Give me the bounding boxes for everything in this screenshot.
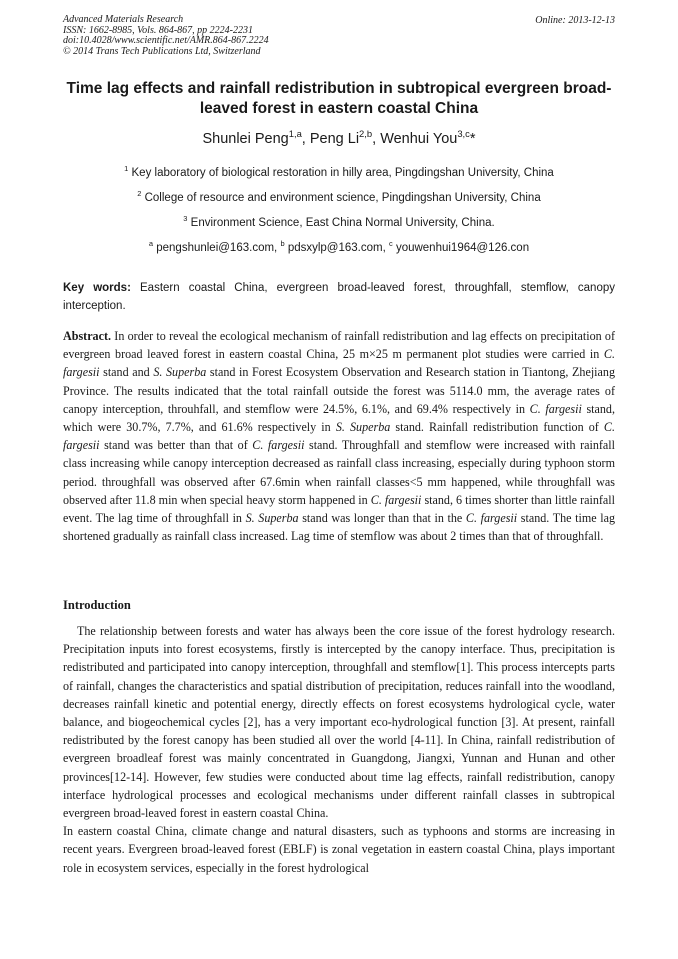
abstract-text: stand and [99,365,154,380]
keywords [63,279,615,315]
affiliation [63,189,615,204]
species-name: C. fargesii [63,347,615,380]
affiliation-sup: 3 [183,214,188,224]
paragraph: The relationship between forests and water has always been the core issue of the forest hydrology research. Precipitation inputs into forest ecosystems, firstly is intercepted by the canopy interface. Thus, precipitation is redistributed and participated into canopy interception, throughfall and stemflow[1]. This process intercepts parts of rainfall, changes the characteristics and spatial distribution of precipitation, reduces rainfall into the woodland, decreases rainfall kinetic and potential energy, directly effects on forest ecosystems hydrological cycle, water balance, and biogeochemical cycles [2], has a very important eco-hydrological function [3]. At present, rainfall redistributed by the forest canopy has been studied all over the world [4-11]. In China, rainfall redistribution of evergreen broadleaf forest was mainly concentrated in Guangdong, Jiangxi, Yunnan and Hunan and other provinces[12-14]. However, few studies were conducted about time lag effects, rainfall redistribution, canopy interface hydrological processes and ecological mechanisms under different rainfall classes in subtropical evergreen broad-leaved forest in eastern coastal China. [63,624,615,821]
abstract-text: stand was better than that of [99,438,253,453]
species-name: S. Superba [335,420,391,435]
species-name: C. fargesii [465,511,518,526]
email-sup: c [389,239,393,249]
journal-name: Advanced Materials Research [63,14,184,25]
email-link[interactable]: youwenhui1964@126.con [395,242,530,254]
email-link[interactable]: pdsxylp@163.com, [287,242,386,254]
abstract-text: stand was longer than that in the [298,511,466,526]
paragraph: In eastern coastal China, climate change and natural disasters, such as typhoons and storms are increasing in recent years. Evergreen broad-leaved forest (EBLF) is zonal vegetation in eastern coastal China, plays important role in ecosystem services, especially in the forest hydrological [63,824,615,875]
author-name: Shunlei Peng [202,131,289,147]
species-name: S. Superba [245,511,299,526]
abstract-text: stand. Rainfall redistribution function of [390,420,604,435]
affiliation [63,164,615,179]
affiliation-text: College of resource and environment science, Pingdingshan University, China [144,192,541,204]
abstract-text: stand in Forest Ecosystem Observation and Research station in Tiantong, Zhejiang Province. The results indicated that the total rainfall outside the forest was 5114.0 mm, the average rates of canopy interception, throuhfall, and stemflow were 24.5%, 6.1%, and 69.4% respectively in [63,365,616,416]
keywords-label: Key words: [63,282,131,294]
abstract-text: stand, 6 times shorter than little rainfall event. The lag time of throughfall in [63,492,616,526]
introduction-body [63,622,615,877]
author-sup: 2,b [359,128,373,140]
species-name: C. fargesii [252,438,305,453]
affiliation-sup: 1 [124,164,129,174]
journal-copyright: © 2014 Trans Tech Publications Ltd, Switzerland [63,45,261,57]
author-sup: 1,a [288,128,302,140]
author-name: Peng Li [309,131,360,147]
species-name: C. fargesii [63,420,615,453]
abstract-label: Abstract. [63,329,112,343]
email-link[interactable]: pengshunlei@163.com, [156,242,278,254]
corresponding-mark: * [469,131,476,147]
affiliation-text: Environment Science, East China Normal University, China. [190,217,495,229]
author-sup: 3,c [457,128,470,140]
journal-doi[interactable]: doi:10.4028/www.scientific.net/AMR.864-867.2224 [63,35,269,47]
author-list [63,128,615,147]
journal-header [63,15,269,57]
email-sup: b [280,239,285,249]
affiliation-text: Key laboratory of biological restoration in hilly area, Pingdingshan University, China [131,167,554,179]
keywords-text: Eastern coastal China, evergreen broad-leaved forest, throughfall, stemflow, canopy interception. [63,282,615,312]
paper-title: Time lag effects and rainfall redistribution in subtropical evergreen broad-leaved forest in eastern coastal China [66,80,612,117]
abstract-text: stand, which were 30.7%, 7.7%, and 61.6% respectively in [63,401,615,435]
journal-issn: ISSN: 1662-8985, Vols. 864-867, pp 2224-2231 [63,24,253,36]
email-list [63,239,615,254]
species-name: C. fargesii [370,492,422,507]
author-name: Wenhui You [380,131,458,147]
abstract-text: In order to reveal the ecological mechanism of rainfall redistribution and lag effects on precipitation of evergreen broad leaved forest in eastern coastal China, 25 m×25 m permanent plot studies were carried in [63,329,615,362]
author-separator: , [372,131,381,147]
section-heading-introduction: Introduction [63,598,131,612]
abstract-text: stand. Throughfall and stemflow were increased with rainfall class increasing while canopy interception decreased as rainfall class increasing, especially during typhoon storm period. throughfall was observed after 67.6min when rainfall classes<5 mm happened, while throughfall was observed after 11.8 min when special heavy storm happened in [63,438,615,507]
affiliation-sup: 2 [137,189,142,199]
author-separator: , [301,131,310,147]
affiliation [63,214,615,229]
species-name: S. Superba [153,365,207,380]
abstract [63,327,615,545]
email-sup: a [148,239,154,249]
abstract-text: stand. The time lag shortened gradually as rainfall class increased. Lag time of stemflow was about 2 times than that of throughfall. [63,511,616,544]
online-date: Online: 2013-12-13 [535,15,615,26]
species-name: C. fargesii [529,401,582,416]
